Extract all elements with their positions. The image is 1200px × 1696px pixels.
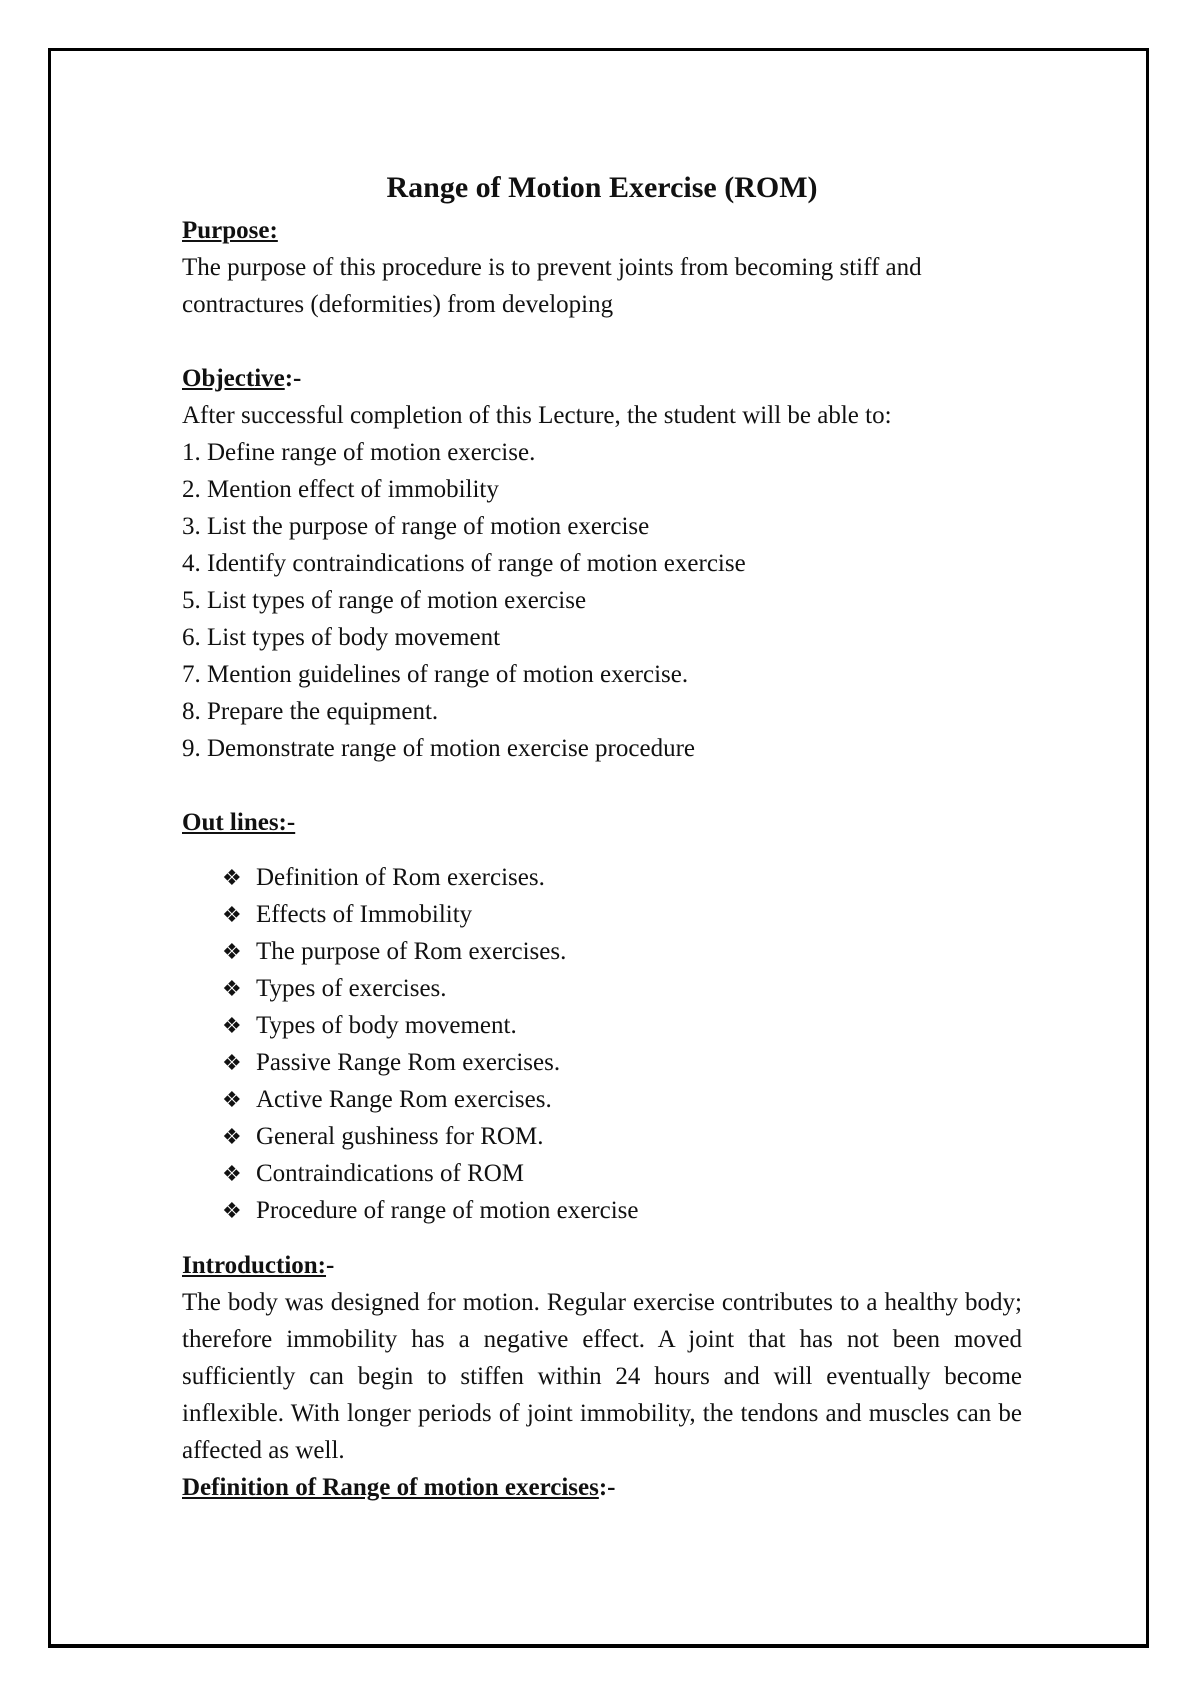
diamond-bullet-icon: ❖ bbox=[222, 939, 242, 964]
objective-heading-text: Objective bbox=[182, 365, 285, 392]
list-item bbox=[222, 970, 1022, 1007]
definition-heading-text: Definition of Range of motion exercises bbox=[182, 1474, 599, 1501]
list-item: 1. Define range of motion exercise. bbox=[182, 439, 536, 466]
objective-intro: After successful completion of this Lecture, the student will be able to: bbox=[182, 402, 892, 429]
list-item-text: Contraindications of ROM bbox=[256, 1160, 525, 1187]
purpose-text: The purpose of this procedure is to prevent joints from becoming stiff and contractures (deformities) from developing bbox=[182, 254, 922, 318]
list-item-text: Procedure of range of motion exercise bbox=[256, 1197, 639, 1224]
diamond-bullet-icon: ❖ bbox=[222, 865, 242, 890]
list-item bbox=[222, 896, 1022, 933]
list-item: 8. Prepare the equipment. bbox=[182, 698, 439, 725]
diamond-bullet-icon: ❖ bbox=[222, 1198, 242, 1223]
definition-section bbox=[182, 1469, 1022, 1506]
purpose-heading-text: Purpose: bbox=[182, 217, 278, 244]
list-item: 3. List the purpose of range of motion exercise bbox=[182, 513, 650, 540]
list-item bbox=[222, 1118, 1022, 1155]
list-item bbox=[222, 1081, 1022, 1118]
diamond-bullet-icon: ❖ bbox=[222, 1050, 242, 1075]
list-item: 9. Demonstrate range of motion exercise procedure bbox=[182, 735, 695, 762]
list-item-text: Passive Range Rom exercises. bbox=[256, 1049, 561, 1076]
list-item: 6. List types of body movement bbox=[182, 624, 501, 651]
spacer bbox=[182, 1229, 1022, 1247]
list-item bbox=[222, 859, 1022, 896]
objective-heading bbox=[182, 360, 1022, 397]
diamond-bullet-icon: ❖ bbox=[222, 1124, 242, 1149]
list-item: 4. Identify contraindications of range of motion exercise bbox=[182, 550, 746, 577]
objective-list bbox=[182, 434, 1022, 767]
list-item: 7. Mention guidelines of range of motion exercise. bbox=[182, 661, 689, 688]
introduction-heading-suffix: - bbox=[326, 1252, 335, 1279]
definition-heading-suffix: :- bbox=[598, 1474, 616, 1501]
introduction-heading bbox=[182, 1247, 1022, 1284]
spacer bbox=[182, 767, 1022, 804]
list-item-text: Types of exercises. bbox=[256, 975, 447, 1002]
diamond-bullet-icon: ❖ bbox=[222, 976, 242, 1001]
outlines-list bbox=[182, 859, 1022, 1229]
introduction-heading-text: Introduction: bbox=[182, 1252, 327, 1279]
document-title: Range of Motion Exercise (ROM) bbox=[386, 171, 818, 204]
list-item bbox=[222, 933, 1022, 970]
introduction-section bbox=[182, 1247, 1022, 1469]
list-item-text: The purpose of Rom exercises. bbox=[256, 938, 567, 965]
list-item bbox=[222, 1007, 1022, 1044]
list-item bbox=[222, 1155, 1022, 1192]
purpose-section bbox=[182, 212, 1022, 323]
list-item bbox=[222, 1044, 1022, 1081]
definition-heading bbox=[182, 1469, 1022, 1506]
list-item bbox=[222, 1192, 1022, 1229]
list-item-text: Active Range Rom exercises. bbox=[256, 1086, 552, 1113]
objective-heading-suffix: :- bbox=[284, 365, 302, 392]
diamond-bullet-icon: ❖ bbox=[222, 1087, 242, 1112]
spacer bbox=[182, 323, 1022, 360]
list-item-text: Types of body movement. bbox=[256, 1012, 517, 1039]
document-body bbox=[182, 168, 1022, 1506]
list-item-text: Effects of Immobility bbox=[256, 901, 473, 928]
list-item: 5. List types of range of motion exercise bbox=[182, 587, 587, 614]
spacer bbox=[182, 841, 1022, 859]
outlines-heading-text: Out lines:- bbox=[182, 809, 296, 836]
purpose-heading bbox=[182, 212, 1022, 249]
diamond-bullet-icon: ❖ bbox=[222, 1013, 242, 1038]
outlines-heading bbox=[182, 804, 1022, 841]
diamond-bullet-icon: ❖ bbox=[222, 902, 242, 927]
outlines-section bbox=[182, 804, 1022, 1229]
objective-section bbox=[182, 360, 1022, 767]
list-item: 2. Mention effect of immobility bbox=[182, 476, 499, 503]
list-item-text: Definition of Rom exercises. bbox=[256, 864, 545, 891]
diamond-bullet-icon: ❖ bbox=[222, 1161, 242, 1186]
introduction-text: The body was designed for motion. Regular exercise contributes to a healthy body; therefore immobility has a negative effect. A joint that has not been moved sufficiently can begin to stiffen within 24 hours and will eventually become inflexible. With longer periods of joint immobility, the tendons and muscles can be affected as well. bbox=[182, 1289, 1022, 1464]
list-item-text: General gushiness for ROM. bbox=[256, 1123, 544, 1150]
